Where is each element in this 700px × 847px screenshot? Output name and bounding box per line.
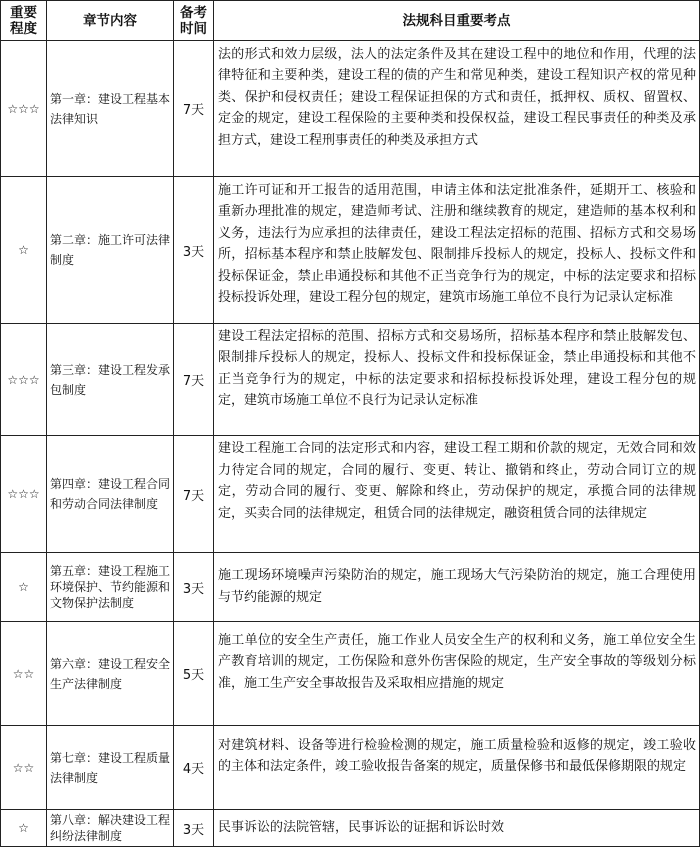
key-points: 对建筑材料、设备等进行检验检测的规定，施工质量检验和返修的规定，竣工验收的主体和法定条件，竣工验收报告备案的规定，质量保修书和最低保修期限的规定 [214, 726, 700, 810]
table-row [1, 177, 700, 324]
key-points: 建设工程施工合同的法定形式和内容，建设工程工期和价款的规定，无效合同和效力待定合同的规定，合同的履行、变更、转让、撤销和终止，劳动合同订立的规定，劳动合同的履行、变更、解除和终止，劳动保护的规定，承揽合同的法律规定，买卖合同的法律规定，租赁合同的法律规定，融资租赁合同的法律规定 [214, 436, 700, 553]
table-row [1, 622, 700, 726]
chapter-name: 第五章：建设工程施工环境保护、节约能源和文物保护法制度 [47, 553, 174, 622]
key-points: 施工现场环境噪声污染防治的规定，施工现场大气污染防治的规定，施工合理使用与节约能源的规定 [214, 553, 700, 622]
study-days: 3天 [174, 177, 214, 324]
chapter-name: 第七章：建设工程质量法律制度 [47, 726, 174, 810]
importance-stars: ☆☆ [1, 726, 47, 810]
importance-stars: ☆☆ [1, 622, 47, 726]
table-row [1, 810, 700, 847]
study-days: 7天 [174, 324, 214, 436]
importance-stars: ☆☆☆ [1, 41, 47, 177]
chapter-name: 第三章：建设工程发承包制度 [47, 324, 174, 436]
table-row [1, 436, 700, 553]
table-row [1, 726, 700, 810]
key-points: 民事诉讼的法院管辖，民事诉讼的证据和诉讼时效 [214, 810, 700, 847]
importance-stars: ☆☆☆ [1, 436, 47, 553]
table-row [1, 41, 700, 177]
study-days: 4天 [174, 726, 214, 810]
chapter-name: 第六章：建设工程安全生产法律制度 [47, 622, 174, 726]
chapter-name: 第一章：建设工程基本法律知识 [47, 41, 174, 177]
header-points: 法规科目重要考点 [214, 1, 700, 41]
table-row [1, 553, 700, 622]
key-points: 建设工程法定招标的范围、招标方式和交易场所，招标基本程序和禁止肢解发包、限制排斥投标人的规定，投标人、投标文件和投标保证金，禁止串通投标和其他不正当竞争行为的规定，中标的法定要求和招标投标投诉处理，建设工程分包的规定，建筑市场施工单位不良行为记录认定标准 [214, 324, 700, 436]
key-points: 施工单位的安全生产责任，施工作业人员安全生产的权利和义务，施工单位安全生产教育培训的规定，工伤保险和意外伤害保险的规定，生产安全事故的等级划分标准，施工生产安全事故报告及采取相应措施的规定 [214, 622, 700, 726]
key-points: 法的形式和效力层级，法人的法定条件及其在建设工程中的地位和作用，代理的法律特征和主要种类，建设工程的债的产生和常见种类，建设工程知识产权的常见种类、保护和侵权责任；建设工程保证担保的方式和责任，抵押权、质权、留置权、定金的规定，建设工程保险的主要种类和投保权益，建设工程民事责任的种类及承担方式，建设工程刑事责任的种类及承担方式 [214, 41, 700, 177]
importance-stars: ☆ [1, 810, 47, 847]
chapter-name: 第八章：解决建设工程纠纷法律制度 [47, 810, 174, 847]
chapter-name: 第二章：施工许可法律制度 [47, 177, 174, 324]
table-row [1, 324, 700, 436]
chapter-name: 第四章：建设工程合同和劳动合同法律制度 [47, 436, 174, 553]
header-row [1, 1, 700, 41]
study-days: 7天 [174, 41, 214, 177]
study-days: 5天 [174, 622, 214, 726]
study-days: 3天 [174, 553, 214, 622]
header-chapter: 章节内容 [47, 1, 174, 41]
importance-stars: ☆ [1, 553, 47, 622]
header-days: 备考 时间 [174, 1, 214, 41]
header-importance: 重要 程度 [1, 1, 47, 41]
study-days: 3天 [174, 810, 214, 847]
importance-stars: ☆☆☆ [1, 324, 47, 436]
importance-stars: ☆ [1, 177, 47, 324]
study-days: 7天 [174, 436, 214, 553]
key-points: 施工许可证和开工报告的适用范围，申请主体和法定批准条件，延期开工、核验和重新办理批准的规定，建造师考试、注册和继续教育的规定，建造师的基本权利和义务，违法行为应承担的法律责任，建设工程法定招标的范围、招标方式和交易场所，招标基本程序和禁止肢解发包、限制排斥投标人的规定，投标人、投标文件和投标保证金，禁止串通投标和其他不正当竞争行为的规定，中标的法定要求和招标投标投诉处理，建设工程分包的规定，建筑市场施工单位不良行为记录认定标准 [214, 177, 700, 324]
